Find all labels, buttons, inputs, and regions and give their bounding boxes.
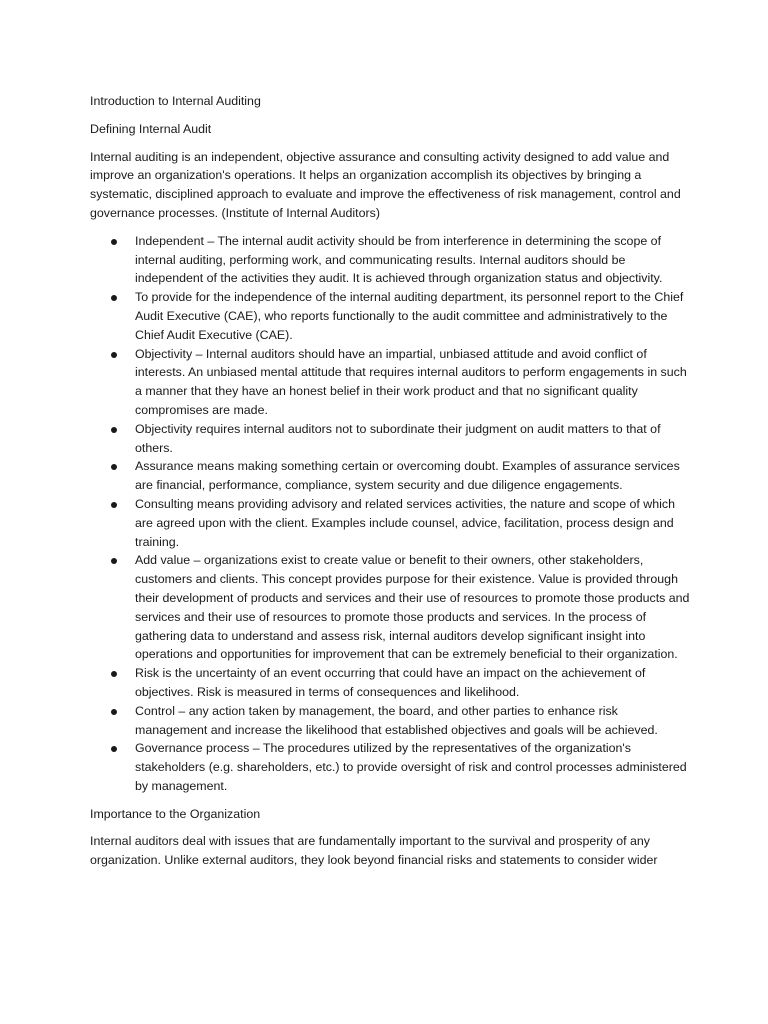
bullet-text: To provide for the independence of the internal auditing department, its personnel report to the Chief Audit Executive (CAE), who reports functionally to the audit committee and administratively to the Chief Audit Executive (CAE). xyxy=(135,290,684,342)
definitions-bullet-list xyxy=(90,232,690,796)
bullet-text: Risk is the uncertainty of an event occurring that could have an impact on the achievement of objectives. Risk is measured in terms of consequences and likelihood. xyxy=(135,666,646,699)
bullet-item-assurance xyxy=(135,457,690,495)
bullet-icon xyxy=(111,464,117,470)
bullet-text: Governance process – The procedures utilized by the representatives of the organization's stakeholders (e.g. shareholders, etc.) to provide oversight of risk and control processes administered by management. xyxy=(135,741,687,793)
bullet-item-risk xyxy=(135,664,690,702)
bullet-icon xyxy=(111,295,117,301)
bullet-icon xyxy=(111,558,117,564)
definition-paragraph: Internal auditing is an independent, objective assurance and consulting activity designed to add value and improve an organization's operations. It helps an organization accomplish its objectives by bringing a systematic, disciplined approach to evaluate and improve the effectiveness of risk management, control and governance processes. (Institute of Internal Auditors) xyxy=(90,149,681,220)
importance-paragraph: Internal auditors deal with issues that are fundamentally important to the survival and prosperity of any organization. Unlike external auditors, they look beyond financial risks and statements to consider wider xyxy=(90,834,658,868)
bullet-icon xyxy=(111,709,117,715)
bullet-icon xyxy=(111,502,117,508)
bullet-item-objectivity xyxy=(135,345,690,420)
bullet-item-independence-reporting xyxy=(135,288,690,344)
bullet-icon xyxy=(111,352,117,358)
bullet-text: Objectivity requires internal auditors not to subordinate their judgment on audit matters to that of others. xyxy=(135,421,661,455)
bullet-item-add-value xyxy=(135,551,690,664)
bullet-item-independent xyxy=(135,232,690,288)
document-title: Introduction to Internal Auditing xyxy=(90,94,261,108)
bullet-text: Objectivity – Internal auditors should have an impartial, unbiased attitude and avoid conflict of interests. An unbiased mental attitude that requires internal auditors to perform engagements in such a manner that they have an honest belief in their work product and that no significant quality compromises are made. xyxy=(135,346,687,417)
bullet-text: Add value – organizations exist to create value or benefit to their owners, other stakeholders, customers and clients. This concept provides purpose for their existence. Value is provided through their development of products and services and their use of resources to promote those products and services and their use of resources to promote those products and services. In the process of gathering data to understand and assess risk, internal auditors develop significant insight into operations and opportunities for improvement that can be extremely beneficial to their organization. xyxy=(135,553,690,662)
bullet-item-consulting xyxy=(135,495,690,551)
bullet-text: Independent – The internal audit activity should be from interference in determining the scope of internal auditing, performing work, and communicating results. Internal auditors should be independent of the activities they audit. It is achieved through organization status and objectivity. xyxy=(135,233,663,286)
document-body xyxy=(90,92,690,879)
bullet-item-control xyxy=(135,702,690,740)
bullet-item-objectivity-judgment xyxy=(135,420,690,458)
bullet-icon xyxy=(111,427,117,433)
bullet-icon xyxy=(111,239,117,245)
bullet-text: Consulting means providing advisory and related services activities, the nature and scope of which are agreed upon with the client. Examples include counsel, advice, facilitation, process design and training. xyxy=(135,496,675,549)
bullet-item-governance-process xyxy=(135,739,690,795)
section-heading-importance: Importance to the Organization xyxy=(90,806,261,821)
bullet-text: Control – any action taken by management, the board, and other parties to enhance risk management and increase the likelihood that established objectives and goals will be achieved. xyxy=(135,703,658,737)
section-heading-defining-internal-audit: Defining Internal Audit xyxy=(90,121,212,136)
bullet-icon xyxy=(111,671,117,677)
bullet-icon xyxy=(111,746,117,752)
bullet-text: Assurance means making something certain or overcoming doubt. Examples of assurance services are financial, performance, compliance, system security and due diligence engagements. xyxy=(135,459,680,493)
